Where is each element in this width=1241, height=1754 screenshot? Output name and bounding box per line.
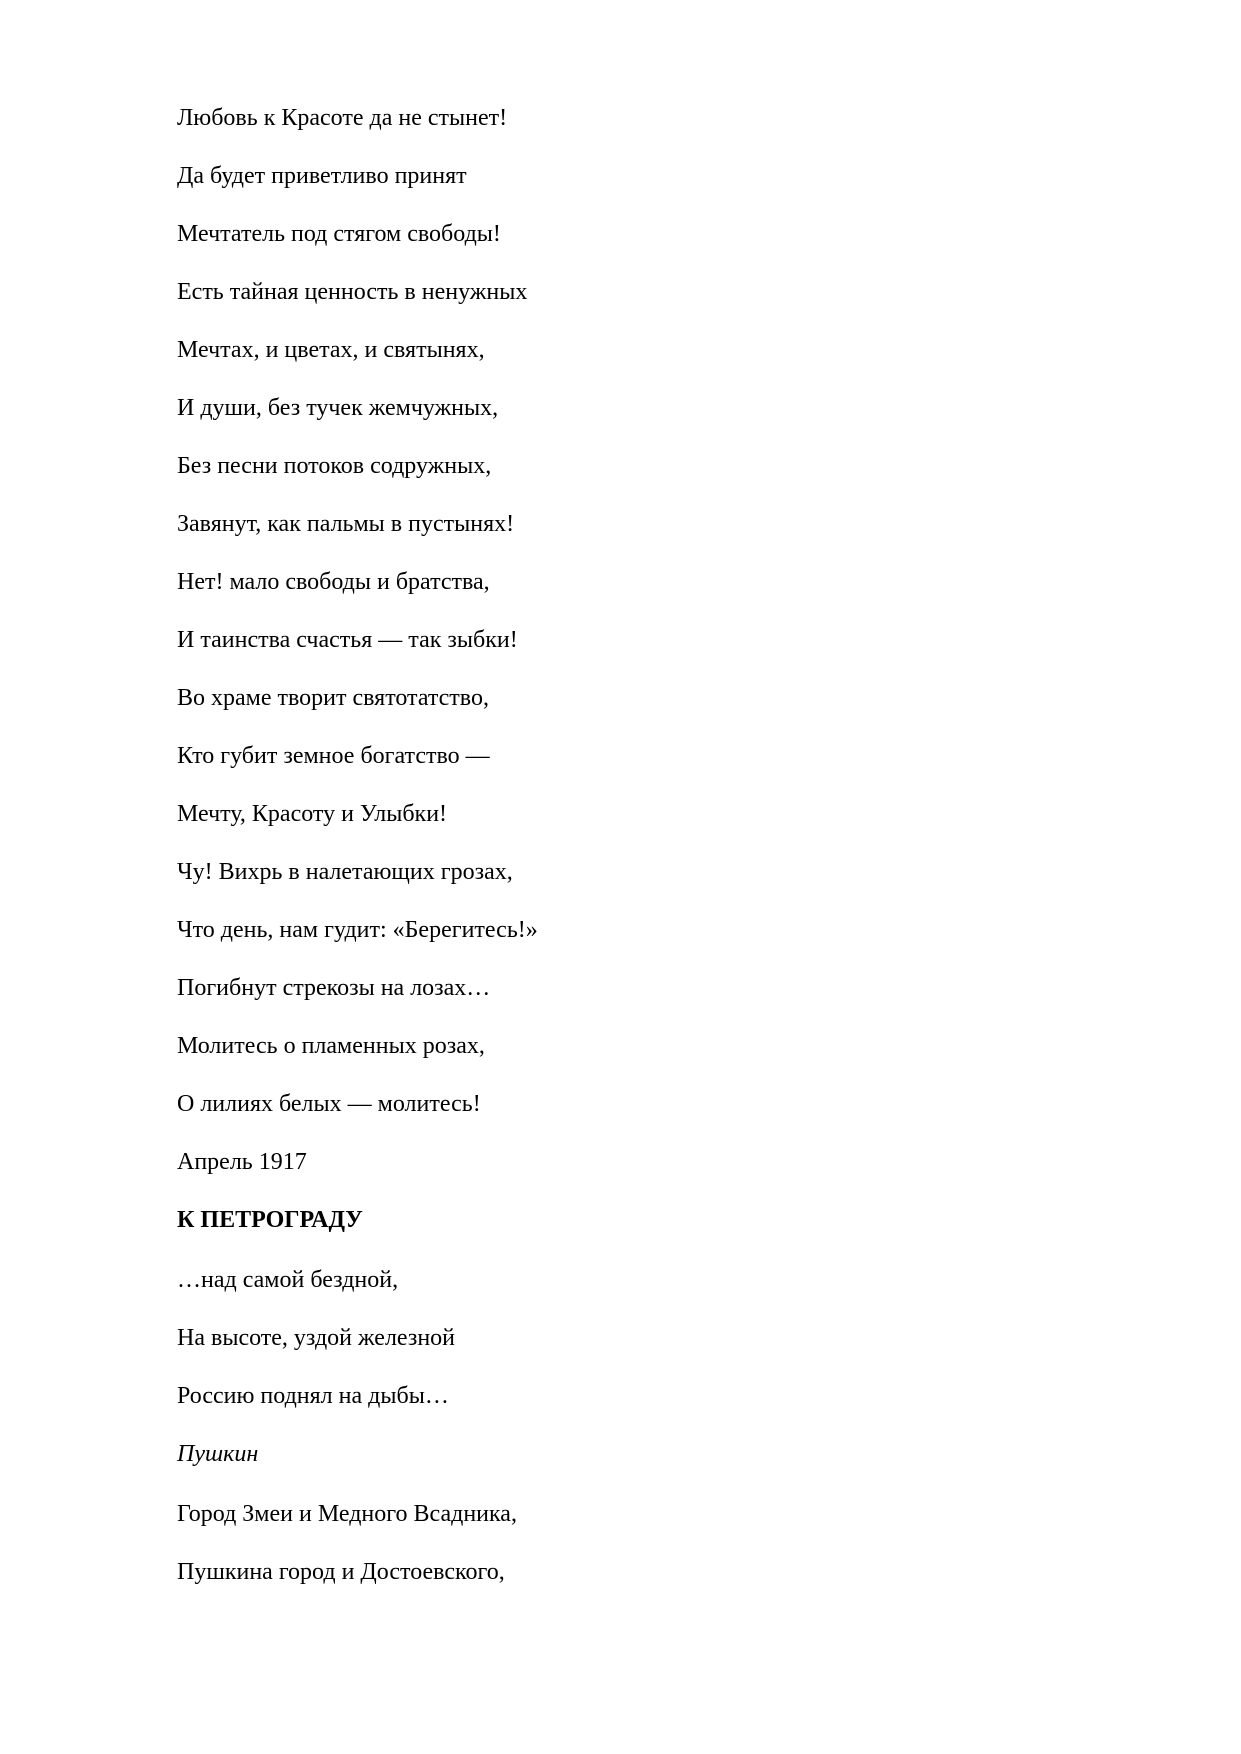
poem-line: Кто губит земное богатство —: [177, 743, 490, 769]
poem-line: Есть тайная ценность в ненужных: [177, 279, 528, 305]
poem-line: О лилиях белых — молитесь!: [177, 1091, 481, 1117]
poem-line: Молитесь о пламенных розах,: [177, 1033, 485, 1059]
poem-line: Чу! Вихрь в налетающих грозах,: [177, 859, 513, 885]
epigraph-author: Пушкин: [177, 1441, 259, 1467]
poem-line: Без песни потоков содружных,: [177, 453, 492, 479]
poem-line: Любовь к Красоте да не стынет!: [177, 105, 508, 131]
poem-line: И души, без тучек жемчужных,: [177, 395, 499, 421]
poem-line: И таинства счастья — так зыбки!: [177, 627, 518, 653]
poem-line: Мечтах, и цветах, и святынях,: [177, 337, 485, 363]
poem-line: Погибнут стрекозы на лозах…: [177, 975, 491, 1001]
poem-date: Апрель 1917: [177, 1149, 307, 1175]
poem-line: Завянут, как пальмы в пустынях!: [177, 511, 515, 537]
poem-line: Нет! мало свободы и братства,: [177, 569, 490, 595]
epigraph-line: Россию поднял на дыбы…: [177, 1383, 449, 1409]
poem-line: Мечту, Красоту и Улыбки!: [177, 801, 448, 827]
poem-line: Пушкина город и Достоевского,: [177, 1559, 505, 1585]
epigraph-line: На высоте, уздой железной: [177, 1325, 456, 1351]
poem-line: Город Змеи и Медного Всадника,: [177, 1501, 517, 1527]
poem-line: Что день, нам гудит: «Берегитесь!»: [177, 917, 538, 943]
epigraph-line: …над самой бездной,: [177, 1267, 399, 1293]
poem-line: Да будет приветливо принят: [177, 163, 467, 189]
poem-line: Мечтатель под стягом свободы!: [177, 221, 501, 247]
poem-line: Во храме творит святотатство,: [177, 685, 489, 711]
poem-title: К ПЕТРОГРАДУ: [177, 1207, 363, 1233]
